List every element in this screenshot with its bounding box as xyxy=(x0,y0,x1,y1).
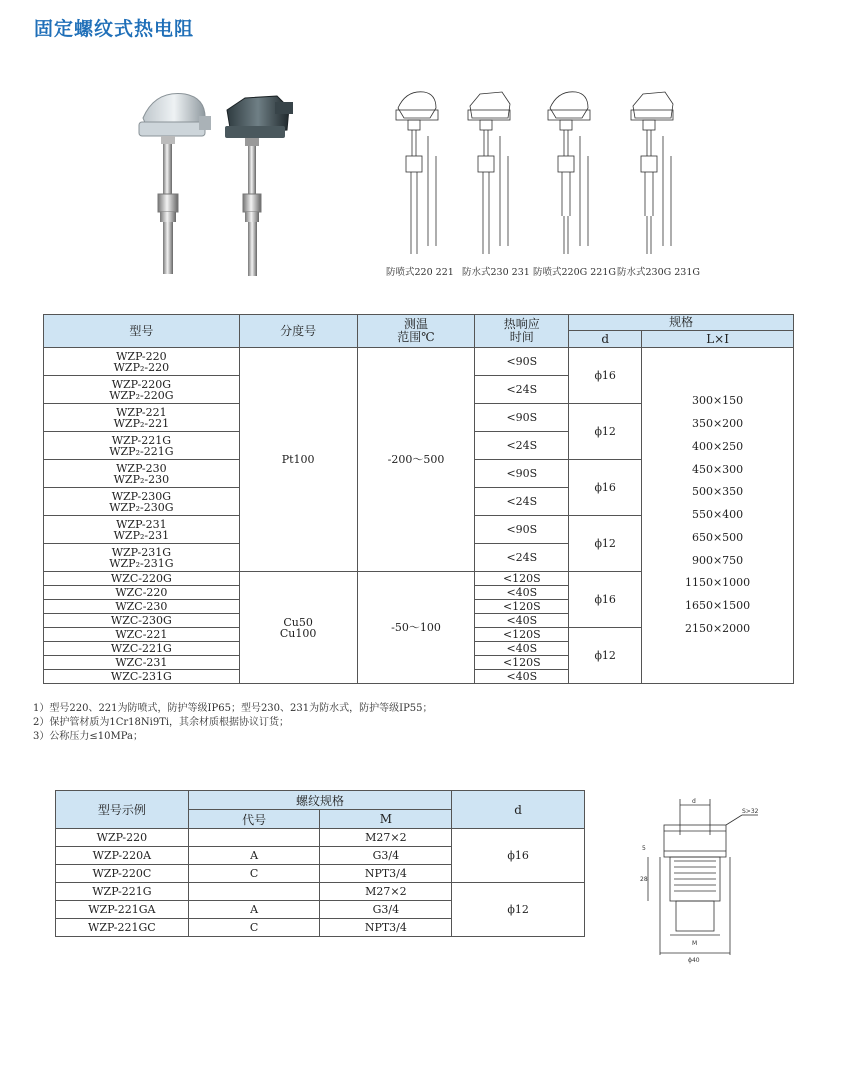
table-row-model: WZP-220G WZP₂-220G xyxy=(44,376,240,404)
header-grade: 分度号 xyxy=(239,315,357,348)
table-row-model: WZP-230G WZP₂-230G xyxy=(44,488,240,516)
response-cell: <24S xyxy=(475,544,569,572)
response-cell: <40S xyxy=(475,642,569,656)
grade-pt100: Pt100 xyxy=(239,348,357,572)
m-cell: G3/4 xyxy=(320,847,452,865)
d-cell: ϕ12 xyxy=(569,404,642,460)
page-title: 固定螺纹式热电阻 xyxy=(34,18,195,40)
code-cell: A xyxy=(188,847,320,865)
header-thread: 螺纹规格 xyxy=(188,791,451,810)
notes xyxy=(33,702,433,744)
d-cell: ϕ16 xyxy=(452,829,585,883)
table-row-model: WZC-230 xyxy=(44,600,240,614)
m-cell: NPT3/4 xyxy=(320,865,452,883)
response-cell: <90S xyxy=(475,460,569,488)
table-row-model: WZP-221 WZP₂-221 xyxy=(44,404,240,432)
response-cell: <40S xyxy=(475,670,569,684)
dim-label: S>32 xyxy=(742,808,759,815)
table-row-model: WZP-221GA xyxy=(56,901,189,919)
table-row-model: WZP-220 WZP₂-220 xyxy=(44,348,240,376)
table-row-model: WZP-220A xyxy=(56,847,189,865)
response-cell: <90S xyxy=(475,348,569,376)
response-cell: <40S xyxy=(475,586,569,600)
range-cu: -50～100 xyxy=(357,572,475,684)
thread-dimension-drawing xyxy=(630,795,770,965)
dim-label: d xyxy=(692,798,696,805)
thread-table xyxy=(55,790,585,937)
note-item: 3）公称压力≤10MPa； xyxy=(33,731,143,742)
m-cell: NPT3/4 xyxy=(320,919,452,937)
drawing-caption: 防水式230G 231G xyxy=(617,267,700,278)
response-cell: <120S xyxy=(475,600,569,614)
d-cell: ϕ16 xyxy=(569,460,642,516)
header-code: 代号 xyxy=(188,810,320,829)
table-row-model: WZP-221G WZP₂-221G xyxy=(44,432,240,460)
response-cell: <120S xyxy=(475,572,569,586)
m-cell: M27×2 xyxy=(320,829,452,847)
dim-label: M xyxy=(692,940,698,947)
response-cell: <120S xyxy=(475,628,569,642)
header-d: d xyxy=(569,331,642,348)
response-cell: <24S xyxy=(475,376,569,404)
table-row-model: WZP-231 WZP₂-231 xyxy=(44,516,240,544)
d-cell: ϕ12 xyxy=(569,516,642,572)
d-cell: ϕ16 xyxy=(569,572,642,628)
code-cell xyxy=(188,829,320,847)
drawing-waterproof-230g xyxy=(625,86,683,261)
sensor-photo-spray-type xyxy=(125,88,220,278)
table-row-model: WZC-231 xyxy=(44,656,240,670)
table-row-model: WZP-221GC xyxy=(56,919,189,937)
drawing-spray-220 xyxy=(390,86,448,261)
code-cell: C xyxy=(188,865,320,883)
lxi-list: 300×150 350×200 400×250 450×300 500×350 550×400 650×500 900×750 1150×1000 1650×1500 2150×2000 xyxy=(642,348,794,684)
table-row-model: WZP-221G xyxy=(56,883,189,901)
response-cell: <24S xyxy=(475,432,569,460)
note-item: 1）型号220、221为防喷式，防护等级IP65；型号230、231为防水式，防护等级IP55； xyxy=(33,703,433,714)
drawing-caption: 防喷式220 221 xyxy=(386,267,454,278)
response-cell: <24S xyxy=(475,488,569,516)
table-row-model: WZC-221 xyxy=(44,628,240,642)
table-row-model: WZC-220G xyxy=(44,572,240,586)
m-cell: M27×2 xyxy=(320,883,452,901)
code-cell xyxy=(188,883,320,901)
table-row-model: WZC-221G xyxy=(44,642,240,656)
drawing-waterproof-230 xyxy=(462,86,520,261)
response-cell: <90S xyxy=(475,516,569,544)
table-row-model: WZP-220 xyxy=(56,829,189,847)
header-response: 热响应 时间 xyxy=(475,315,569,348)
d-cell: ϕ12 xyxy=(452,883,585,937)
range-pt100: -200～500 xyxy=(357,348,475,572)
d-cell: ϕ12 xyxy=(569,628,642,684)
header-m: M xyxy=(320,810,452,829)
note-item: 2）保护管材质为1Cr18Ni9Ti，其余材质根据协议订货； xyxy=(33,717,290,728)
drawing-caption: 防水式230 231 xyxy=(462,267,530,278)
header-spec: 规格 xyxy=(569,315,794,331)
table-row-model: WZC-231G xyxy=(44,670,240,684)
drawing-spray-220g xyxy=(542,86,600,261)
response-cell: <90S xyxy=(475,404,569,432)
code-cell: A xyxy=(188,901,320,919)
table-row-model: WZP-230 WZP₂-230 xyxy=(44,460,240,488)
m-cell: G3/4 xyxy=(320,901,452,919)
response-cell: <40S xyxy=(475,614,569,628)
grade-cu: Cu50 Cu100 xyxy=(239,572,357,684)
code-cell: C xyxy=(188,919,320,937)
table-row-model: WZC-230G xyxy=(44,614,240,628)
drawing-caption: 防喷式220G 221G xyxy=(533,267,616,278)
spec-table xyxy=(43,314,794,684)
sensor-photo-waterproof-type xyxy=(215,88,305,278)
header-d: d xyxy=(452,791,585,829)
response-cell: <120S xyxy=(475,656,569,670)
header-lxi: L×I xyxy=(642,331,794,348)
table-row-model: WZP-231G WZP₂-231G xyxy=(44,544,240,572)
table-row-model: WZP-220C xyxy=(56,865,189,883)
header-range: 测温 范围℃ xyxy=(357,315,475,348)
dim-label: 28 xyxy=(640,876,648,883)
dim-label: 5 xyxy=(642,845,646,852)
header-model: 型号 xyxy=(44,315,240,348)
dim-label: ϕ40 xyxy=(688,957,700,964)
d-cell: ϕ16 xyxy=(569,348,642,404)
table-row-model: WZC-220 xyxy=(44,586,240,600)
header-example: 型号示例 xyxy=(56,791,189,829)
